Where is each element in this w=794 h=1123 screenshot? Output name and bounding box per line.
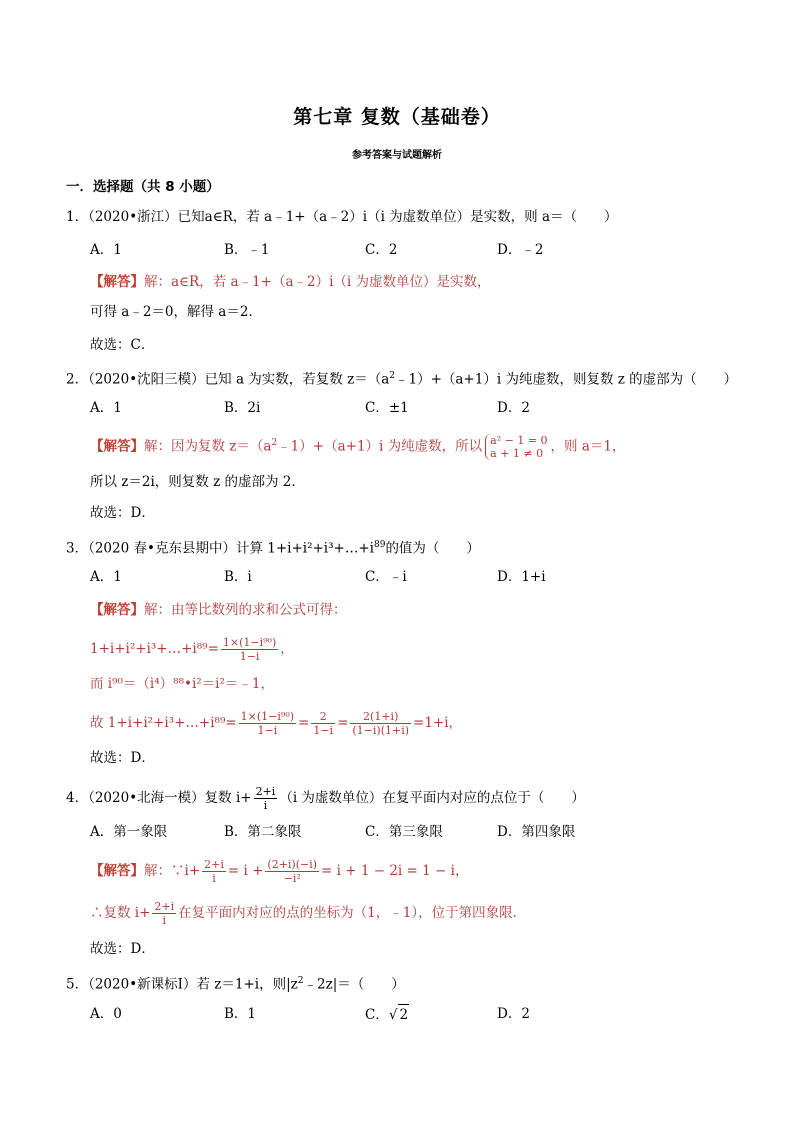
- fraction: $\frac{(2+i)(-i)}{\text{−i²}}$: [267, 858, 318, 885]
- q2-option-b: B．2i: [224, 400, 261, 416]
- q3-answer-line-2: 1+i+i²+i³+…+i⁸⁹= $\frac{\text{1×(1−i⁹⁰)}}{1-i}$ ，: [90, 636, 294, 663]
- fraction: $\frac{2+i}{i}$: [204, 858, 224, 885]
- q1-answer-line-3: 故选：C．: [90, 337, 155, 353]
- q3-answer-line-5: 故选：D．: [90, 750, 155, 766]
- q5-option-d: D．2: [497, 1006, 530, 1022]
- q4-option-c: C．第三象限: [365, 824, 443, 840]
- page-title: 第七章 复数（基础卷）: [293, 106, 501, 128]
- q5-option-a: A．0: [90, 1006, 122, 1022]
- q1-option-c: C．2: [365, 242, 398, 258]
- q2-option-d: D．2: [497, 400, 530, 416]
- q2-option-c: C．±1: [365, 400, 409, 416]
- q3-option-a: A．1: [90, 569, 122, 585]
- question-5-stem: 5．（2020•新课标Ⅰ）若 z＝1+i，则$|z^2﹣2z|=$（ ）: [66, 976, 405, 993]
- section-heading: 一．选择题（共 8 小题）: [66, 179, 220, 195]
- question-1-stem: 1．（2020•浙江）已知a∈R，若 a﹣1+（a﹣2）i（i 为虚数单位）是实数，则 a＝（ ）: [66, 209, 618, 225]
- question-3-stem: 3．（2020 春•克东县期中）计算 $1+i+i^2+i^3+\dots+i^{89}$的值为（ ）: [66, 540, 480, 557]
- sqrt-value: 2: [398, 1004, 409, 1025]
- q1-option-b: B．﹣1: [224, 242, 270, 258]
- q4-option-b: B．第二象限: [224, 824, 302, 840]
- q3-answer-line-4: 故 1+i+i²+i³+…+i⁸⁹= $\frac{\text{1×(1−i⁹⁰)}}{1-i}$ = $\frac{2}{1-i}$ = $\frac{2(1+i)}{(1-i)(1+i)}$ =1+i，: [90, 710, 463, 737]
- q1-option-a: A．1: [90, 242, 122, 258]
- fraction: $\frac{2+i}{i}$: [255, 785, 276, 812]
- q4-answer-line-1: 【解答】解：∵i+ $\frac{2+i}{i}$ = i + $\frac{(2+i)(-i)}{\text{−i²}}$ = i + 1 − 2i = 1 − i，: [90, 858, 469, 885]
- q3-answer-line-3: 而 i⁹⁰＝（i⁴）⁸⁸•i²＝i²＝﹣1，: [90, 676, 274, 692]
- fraction: $\frac{2}{1-i}$: [313, 710, 334, 737]
- q4-answer-line-2: ∴复数 i+ $\frac{2+i}{i}$ 在复平面内对应的点的坐标为（1，﹣1），位于第四象限．: [90, 900, 527, 927]
- q2-option-a: A．1: [90, 400, 122, 416]
- q1-option-d: D．﹣2: [497, 242, 544, 258]
- q3-answer-line-1: 【解答】解：由等比数列的求和公式可得：: [90, 602, 347, 618]
- q2-answer-line-2: 所以 z＝2i，则复数 z 的虚部为 2．: [90, 474, 305, 490]
- q1-answer-line-1: 【解答】解：a∈R，若 a﹣1+（a﹣2）i（i 为虚数单位）是实数，: [90, 274, 491, 290]
- q5-option-c: C．√ 2: [365, 1004, 409, 1025]
- q1-answer-line-2: 可得 a﹣2＝0，解得 a＝2．: [90, 304, 262, 320]
- page-subtitle: 参考答案与试题解析: [352, 150, 442, 161]
- fraction: $\frac{2(1+i)}{(1-i)(1+i)}$: [352, 710, 410, 737]
- fraction: $\frac{\text{1×(1−i⁹⁰)}}{1-i}$: [240, 710, 295, 737]
- fraction: $\frac{\text{1×(1−i⁹⁰)}}{1-i}$: [222, 636, 277, 663]
- q2-answer-line-1: 【解答】解：因为复数 $z=(a^2﹣1)+(a+1)i$ 为纯虚数，所以 a² − 1 = 0 a + 1 ≠ 0 ，则 a＝1，: [90, 434, 626, 460]
- fraction: $\frac{2+i}{i}$: [154, 900, 175, 927]
- q4-option-d: D．第四象限: [497, 824, 576, 840]
- equation-system: a² − 1 = 0 a + 1 ≠ 0: [485, 434, 547, 460]
- q4-answer-line-3: 故选：D．: [90, 941, 155, 957]
- q3-option-c: C．﹣i: [365, 569, 407, 585]
- q2-answer-line-3: 故选：D．: [90, 505, 155, 521]
- q5-option-b: B．1: [224, 1006, 257, 1022]
- q3-option-b: B．i: [224, 569, 252, 585]
- q4-option-a: A．第一象限: [90, 824, 168, 840]
- question-4-stem: 4．（2020•北海一模）复数 i+ $\frac{2+i}{i}$ （i 为虚数单位）在复平面内对应的点位于（ ）: [66, 785, 585, 812]
- q3-option-d: D．1+i: [497, 569, 546, 585]
- question-2-stem: 2．（2020•沈阳三模）已知 a 为实数，若复数 $z=(a^2﹣1)+(a+1)i$ 为纯虚数，则复数 z 的虚部为（ ）: [66, 371, 738, 388]
